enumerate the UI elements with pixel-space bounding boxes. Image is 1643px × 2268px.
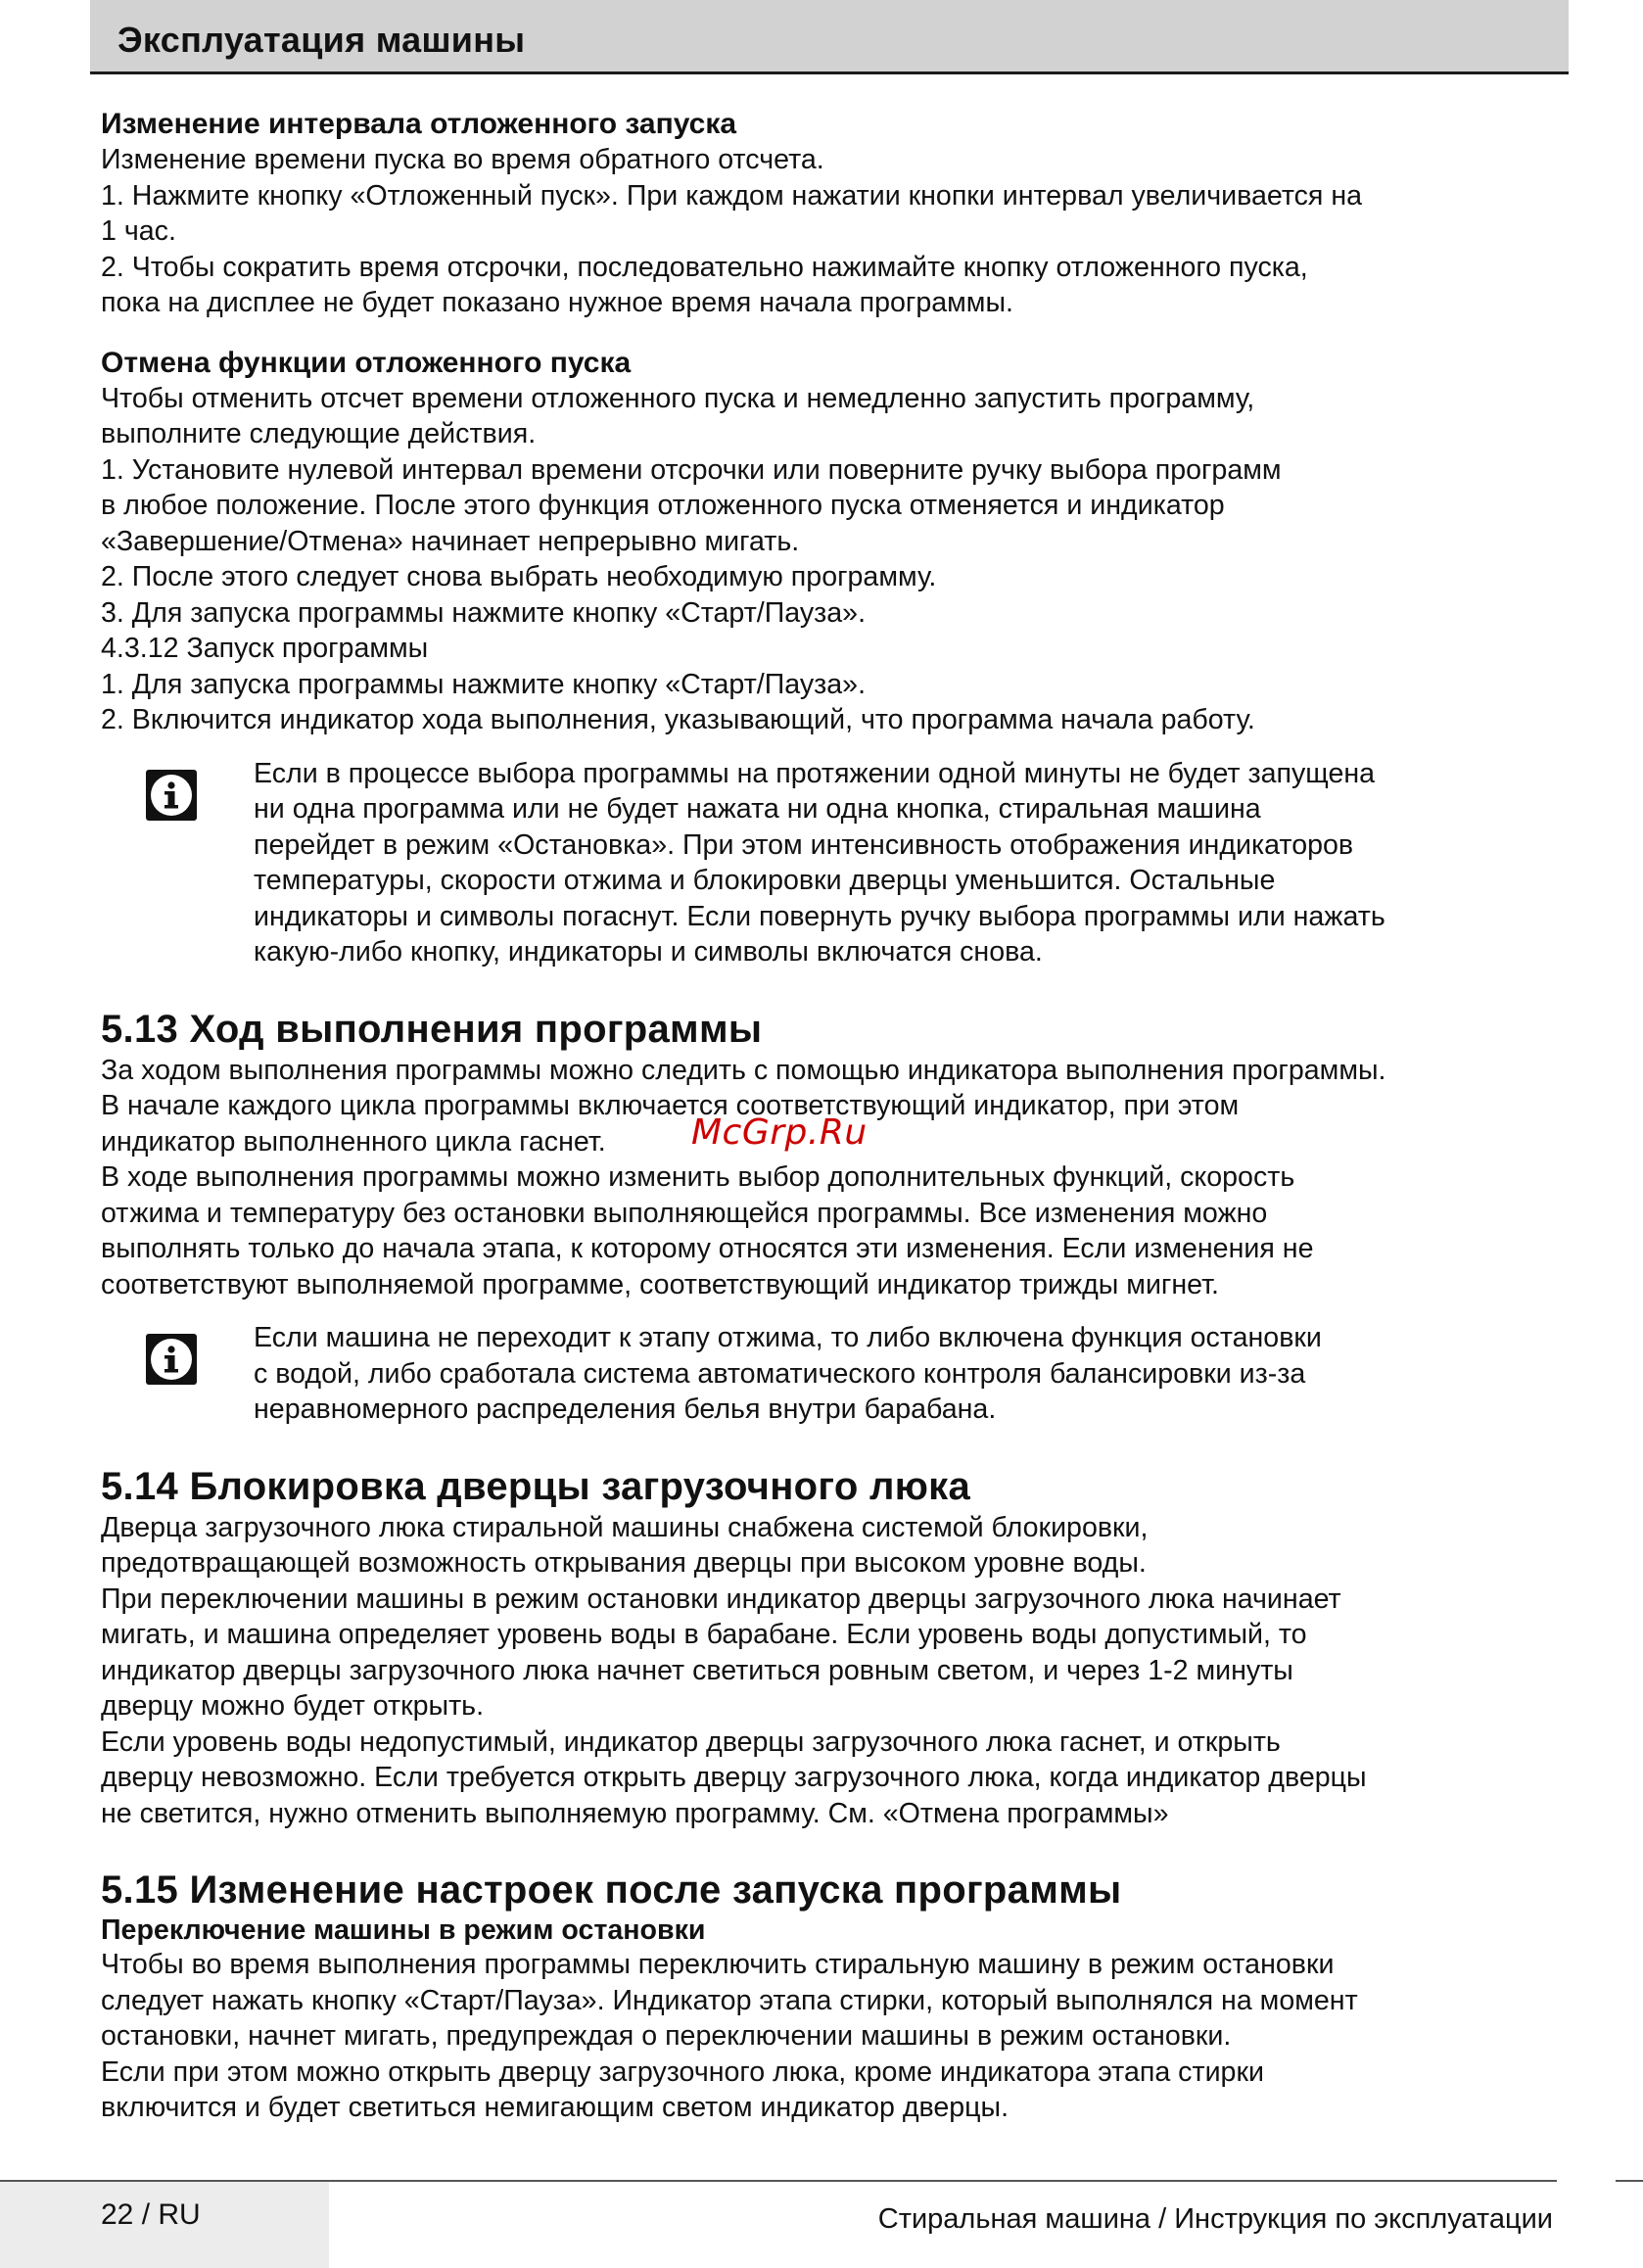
note-line: неравномерного распределения белья внутри барабана. [254, 1394, 997, 1425]
delay-change-body [101, 142, 1560, 321]
section-title-delay-change: Изменение интервала отложенного запуска [101, 108, 737, 140]
header-band [90, 0, 1569, 74]
paragraph-line: выполнять только до начала этапа, к которому относятся эти изменения. Если изменения не [101, 1233, 1314, 1264]
paragraph-line: В ходе выполнения программы можно изменить выбор дополнительных функций, скорость [101, 1161, 1295, 1193]
section-title-5-13: 5.13 Ход выполнения программы [101, 1007, 763, 1051]
paragraph-line: соответствуют выполняемой программе, соответствующий индикатор трижды мигнет. [101, 1268, 1219, 1300]
document-title: Стиральная машина / Инструкция по эксплуатации [877, 2203, 1553, 2235]
paragraph-line: индикатор дверцы загрузочного люка начнет светиться ровным светом, и через 1-2 минуты [101, 1654, 1293, 1686]
paragraph-line: мигать, и машина определяет уровень воды в барабане. Если уровень воды допустимый, то [101, 1619, 1307, 1650]
section-5-15-body [101, 1947, 1560, 2126]
note-line: Если машина не переходит к этапу отжима, то либо включена функция остановки [254, 1322, 1322, 1353]
paragraph-line: «Завершение/Отмена» начинает непрерывно мигать. [101, 525, 800, 557]
footer-divider-right [1616, 2180, 1643, 2182]
section-subtitle-5-15: Переключение машины в режим остановки [101, 1914, 706, 1946]
note-line: с водой, либо сработала система автоматического контроля балансировки из-за [254, 1357, 1306, 1390]
paragraph-line: следует нажать кнопку «Старт/Пауза». Индикатор этапа стирки, который выполнялся на момент [101, 1984, 1358, 2016]
paragraph-line: 2. После этого следует снова выбрать необходимую программу. [101, 561, 937, 592]
section-title-5-15: 5.15 Изменение настроек после запуска программы [101, 1868, 1122, 1912]
paragraph-line: включится и будет светиться немигающим светом индикатор дверцы. [101, 2092, 1009, 2123]
paragraph-line: остановки, начнет мигать, предупреждая о переключении машины в режим остановки. [101, 2020, 1232, 2052]
section-5-13-body [101, 1053, 1560, 1303]
note-line: перейдет в режим «Остановка». При этом интенсивность отображения индикаторов [254, 828, 1354, 861]
paragraph-line: Если при этом можно открыть дверцу загрузочного люка, кроме индикатора этапа стирки [101, 2055, 1264, 2088]
footer-divider [0, 2180, 1557, 2182]
page-number: 22 / RU [101, 2198, 201, 2231]
paragraph-line: 1. Нажмите кнопку «Отложенный пуск». При каждом нажатии кнопки интервал увеличивается на [101, 179, 1363, 212]
section-title-delay-cancel: Отмена функции отложенного пуска [101, 346, 632, 379]
paragraph-line: пока на дисплее не будет показано нужное время начала программы. [101, 287, 1013, 318]
paragraph-line: 1 час. [101, 215, 176, 247]
paragraph-line: отжима и температуру без остановки выполняющейся программы. Все изменения можно [101, 1197, 1268, 1229]
paragraph-line: 3. Для запуска программы нажмите кнопку «Старт/Пауза». [101, 596, 867, 629]
paragraph-line: выполните следующие действия. [101, 418, 537, 449]
paragraph-line: Если уровень воды недопустимый, индикатор дверцы загрузочного люка гаснет, и открыть [101, 1725, 1281, 1758]
paragraph-line: Чтобы во время выполнения программы переключить стиральную машину в режим остановки [101, 1949, 1335, 1980]
note-line: индикаторы и символы погаснут. Если повернуть ручку выбора программы или нажать [254, 900, 1385, 932]
paragraph-line: 2. Чтобы сократить время отсрочки, последовательно нажимайте кнопку отложенного пуска, [101, 251, 1308, 283]
info-note-spin [101, 1320, 1560, 1428]
info-icon [145, 769, 198, 822]
note-line: какую-либо кнопку, индикаторы и символы включатся снова. [254, 936, 1043, 968]
paragraph-line: 4.3.12 Запуск программы [101, 633, 429, 664]
page-header-title: Эксплуатация машины [117, 20, 526, 60]
paragraph-line: не светится, нужно отменить выполняемую программу. См. «Отмена программы» [101, 1797, 1169, 1829]
section-5-14-body [101, 1510, 1560, 1832]
note-line: ни одна программа или не будет нажата ни одна кнопка, стиральная машина [254, 793, 1261, 825]
paragraph-line: За ходом выполнения программы можно следить с помощью индикатора выполнения программы. [101, 1054, 1386, 1086]
paragraph-line: дверцу можно будет открыть. [101, 1690, 485, 1722]
info-icon [145, 1333, 198, 1386]
paragraph-line: в любое положение. После этого функция отложенного пуска отменяется и индикатор [101, 490, 1225, 521]
note-line: Если в процессе выбора программы на протяжении одной минуты не будет запущена [254, 757, 1376, 789]
watermark: McGrp.Ru [691, 1112, 868, 1153]
paragraph-line: Изменение времени пуска во время обратного отсчета. [101, 144, 824, 175]
paragraph-line: При переключении машины в режим остановки индикатор дверцы загрузочного люка начинает [101, 1583, 1341, 1615]
paragraph-line: В начале каждого цикла программы включается соответствующий индикатор, при этом [101, 1090, 1240, 1121]
paragraph-line: индикатор выполненного цикла гаснет. [101, 1125, 606, 1158]
delay-cancel-body [101, 381, 1560, 738]
note-line: температуры, скорости отжима и блокировки дверцы уменьшится. Остальные [254, 865, 1276, 896]
section-title-5-14: 5.14 Блокировка дверцы загрузочного люка [101, 1464, 971, 1508]
paragraph-line: 2. Включится индикатор хода выполнения, указывающий, что программа начала работу. [101, 704, 1255, 735]
paragraph-line: Чтобы отменить отсчет времени отложенного пуска и немедленно запустить программу, [101, 382, 1255, 414]
paragraph-line: дверцу невозможно. Если требуется открыть дверцу загрузочного люка, когда индикатор дверцы [101, 1762, 1367, 1793]
paragraph-line: предотвращающей возможность открывания дверцы при высоком уровне воды. [101, 1547, 1147, 1579]
paragraph-line: 1. Установите нулевой интервал времени отсрочки или поверните ручку выбора программ [101, 453, 1282, 486]
paragraph-line: 1. Для запуска программы нажмите кнопку «Старт/Пауза». [101, 668, 867, 700]
paragraph-line: Дверца загрузочного люка стиральной машины снабжена системой блокировки, [101, 1511, 1149, 1543]
info-note-standby [101, 756, 1560, 970]
